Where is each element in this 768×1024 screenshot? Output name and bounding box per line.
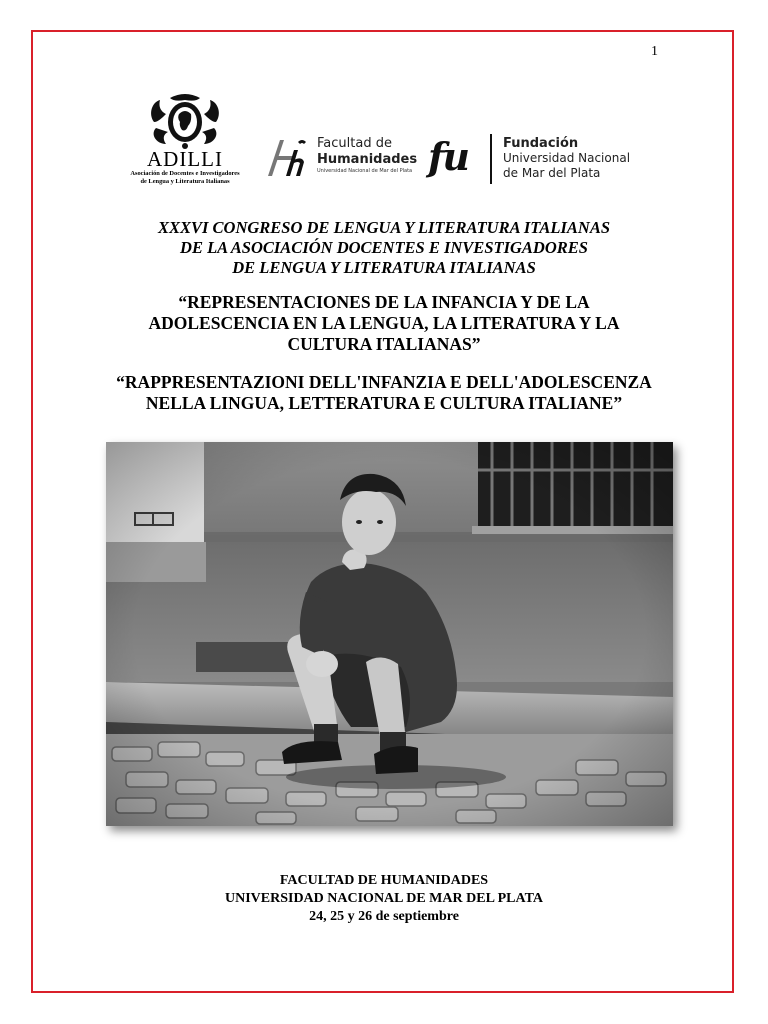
cover-photo xyxy=(106,442,673,826)
adilli-name: ADILLI xyxy=(147,147,223,171)
fundacion-line2: Universidad Nacional xyxy=(503,151,631,165)
italian-title-line1: “RAPPRESENTAZIONI DELL'INFANZIA E DELL'ADOLESCENZA xyxy=(116,372,652,392)
italian-title-line2: NELLA LINGUA, LETTERATURA E CULTURA ITALIANE” xyxy=(145,393,623,413)
spanish-title xyxy=(60,292,708,355)
adilli-subtitle-line2: de Lengua y Literatura Italianas xyxy=(140,177,230,185)
fundacion-mark: fu xyxy=(428,134,468,179)
adilli-subtitle-line1: Asociación de Docentes e Investigadores xyxy=(130,170,240,177)
facultad-mark-icon xyxy=(266,136,308,178)
italian-title xyxy=(60,372,708,414)
congress-title-line3: DE LENGUA Y LITERATURA ITALIANAS xyxy=(232,258,536,277)
boy-on-curb-photo xyxy=(106,442,673,826)
page-number: 1 xyxy=(651,44,658,59)
facultad-line1: Facultad de xyxy=(317,136,392,151)
congress-title-line2: DE LA ASOCIACIÓN DOCENTES E INVESTIGADORES xyxy=(180,238,588,257)
adilli-emblem-icon xyxy=(146,92,224,150)
congress-title-line1: XXXVI CONGRESO DE LENGUA Y LITERATURA ITALIANAS xyxy=(157,218,611,237)
spanish-title-line2: ADOLESCENCIA EN LA LENGUA, LA LITERATURA Y LA xyxy=(148,313,620,333)
spanish-title-line1: “REPRESENTACIONES DE LA INFANCIA Y DE LA xyxy=(178,292,590,312)
facultad-line3: Universidad Nacional de Mar del Plata xyxy=(317,168,413,174)
fundacion-line1: Fundación xyxy=(503,136,579,151)
spanish-title-line3: CULTURA ITALIANAS” xyxy=(287,334,481,354)
footer xyxy=(60,872,708,926)
fundacion-line3: de Mar del Plata xyxy=(503,166,601,180)
footer-line1: FACULTAD DE HUMANIDADES xyxy=(279,873,489,888)
facultad-line2: Humanidades xyxy=(317,152,418,167)
congress-title xyxy=(60,218,708,278)
footer-line2: UNIVERSIDAD NACIONAL DE MAR DEL PLATA xyxy=(224,891,543,906)
facultad-humanidades-logo xyxy=(262,134,422,182)
fundacion-logo xyxy=(424,134,644,186)
fundacion-divider xyxy=(490,134,492,184)
adilli-logo xyxy=(120,92,250,185)
footer-line3: 24, 25 y 26 de septiembre xyxy=(309,909,459,924)
